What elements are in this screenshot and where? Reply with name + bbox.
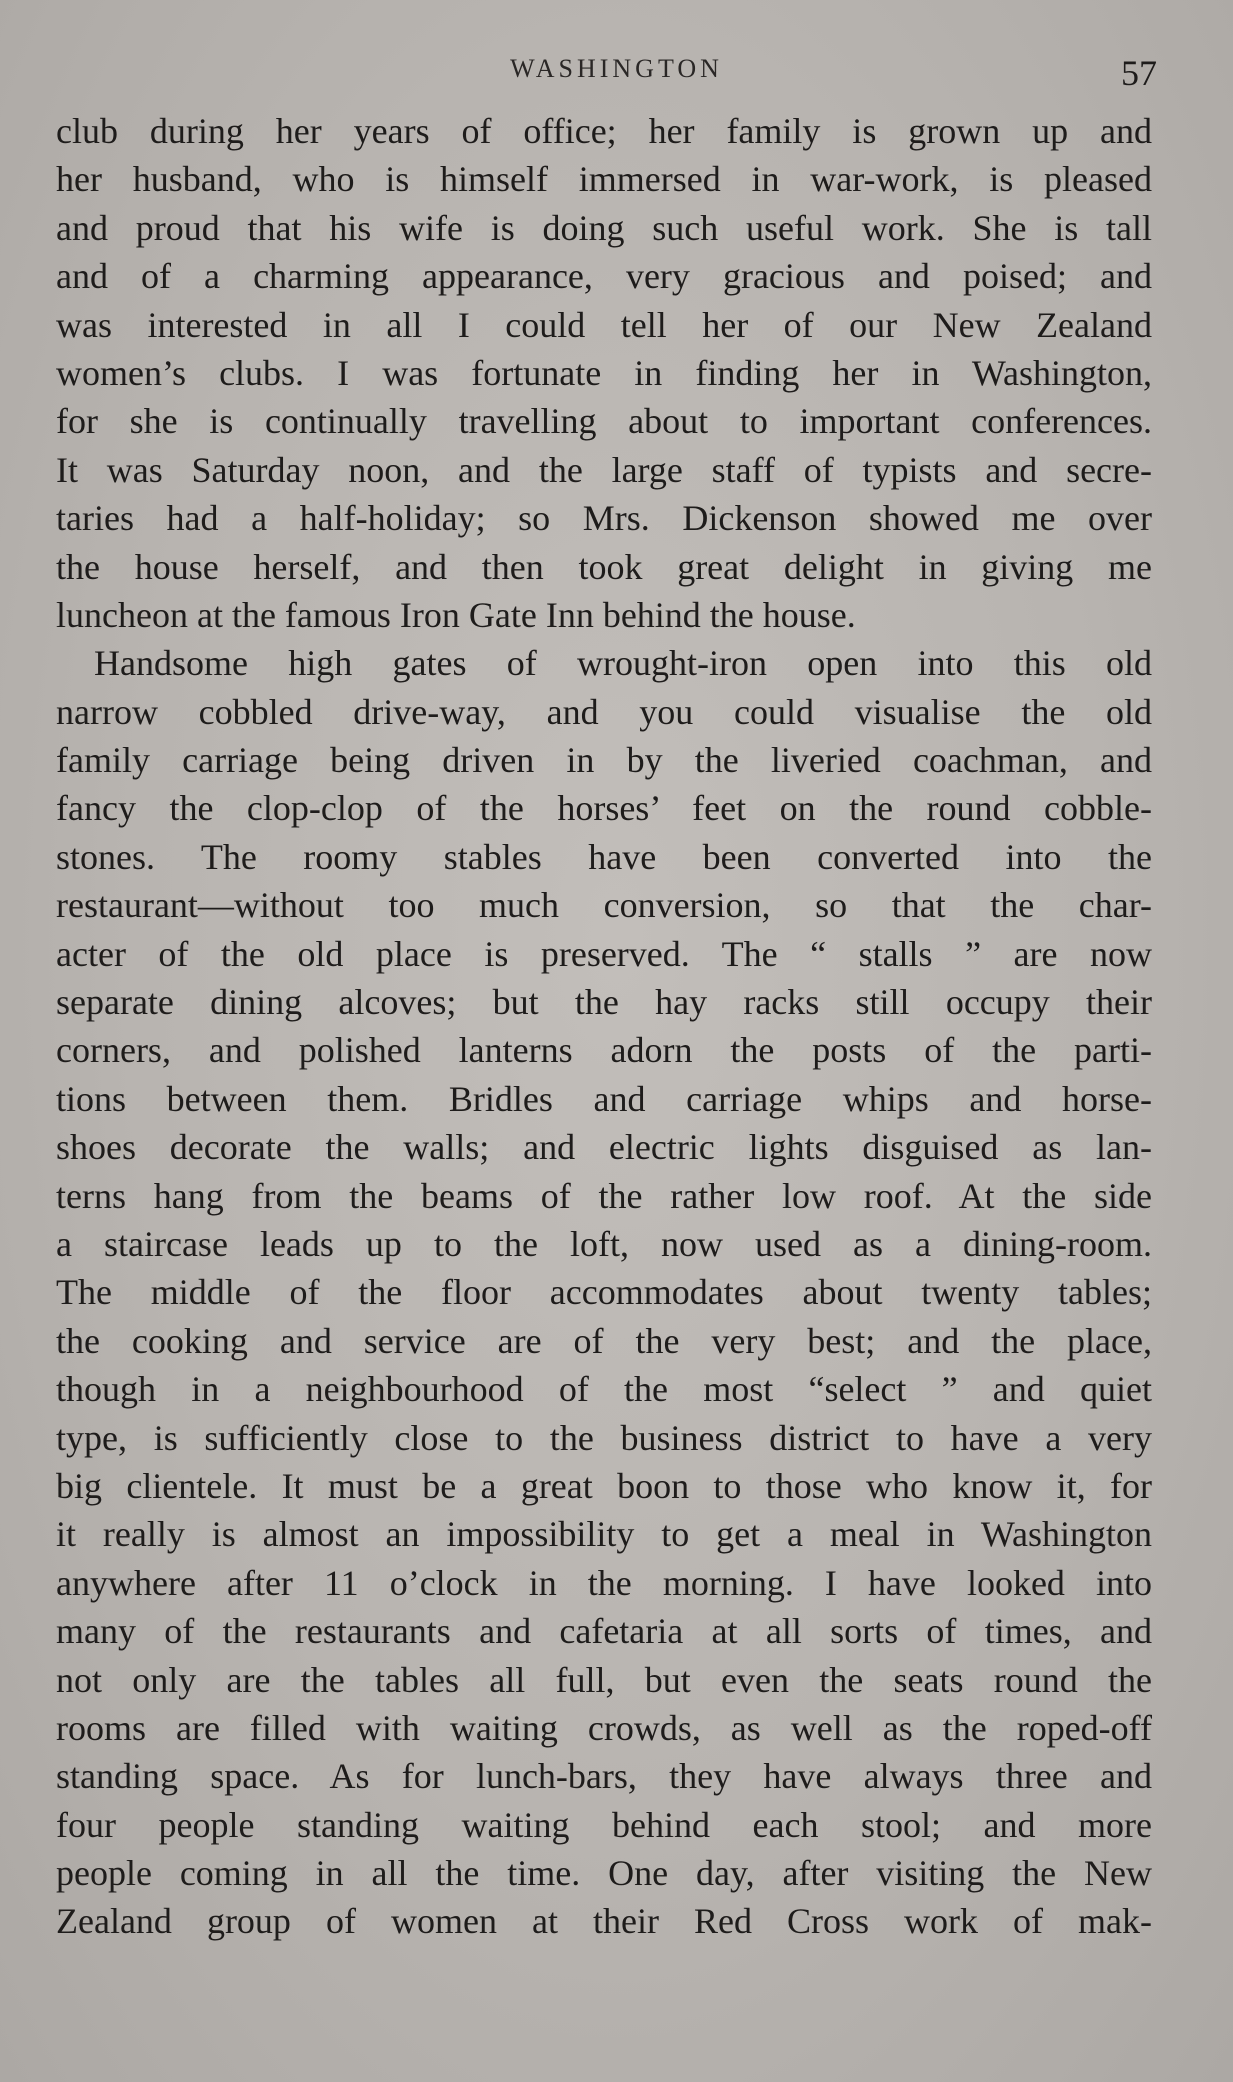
text-line: the house herself, and then took great delight in giving me: [56, 546, 1152, 587]
text-line: it really is almost an impossibility to get a meal in Washington: [56, 1514, 1152, 1555]
text-line: a staircase leads up to the loft, now used as a dining-room.: [56, 1223, 1152, 1264]
text-line: narrow cobbled drive-way, and you could visualise the old: [56, 691, 1152, 732]
text-line: many of the restaurants and cafetaria at all sorts of times, and: [56, 1611, 1152, 1652]
text-line: fancy the clop-clop of the horses’ feet on the round cobble-: [56, 788, 1152, 829]
text-line: type, is sufficiently close to the business district to have a very: [56, 1417, 1152, 1458]
text-line: anywhere after 11 o’clock in the morning. I have looked into: [56, 1562, 1152, 1603]
text-line: corners, and polished lanterns adorn the posts of the parti-: [56, 1030, 1152, 1071]
running-head: [0, 52, 1233, 92]
text-line: for she is continually travelling about to important conferences.: [56, 401, 1152, 442]
text-line: taries had a half-holiday; so Mrs. Dickenson showed me over: [56, 498, 1152, 539]
running-title: WASHINGTON: [510, 54, 723, 83]
text-line: women’s clubs. I was fortunate in finding her in Washington,: [56, 352, 1152, 393]
text-line: Zealand group of women at their Red Cross work of mak-: [56, 1901, 1152, 1942]
text-line: and proud that his wife is doing such useful work. She is tall: [56, 207, 1152, 248]
text-line: shoes decorate the walls; and electric lights disguised as lan-: [56, 1127, 1152, 1168]
text-line: family carriage being driven in by the liveried coachman, and: [56, 740, 1152, 781]
text-line: luncheon at the famous Iron Gate Inn behind the house.: [56, 594, 856, 635]
text-line: tions between them. Bridles and carriage whips and horse-: [56, 1078, 1152, 1119]
text-line: though in a neighbourhood of the most “select ” and quiet: [56, 1369, 1152, 1410]
text-line: Handsome high gates of wrought-iron open into this old: [94, 643, 1152, 684]
text-line: The middle of the floor accommodates about twenty tables;: [56, 1272, 1152, 1313]
text-line: rooms are filled with waiting crowds, as well as the roped-off: [56, 1707, 1152, 1748]
text-line: separate dining alcoves; but the hay racks still occupy their: [56, 982, 1152, 1023]
body-text: [56, 107, 1152, 1946]
text-line: It was Saturday noon, and the large staff of typists and secre-: [56, 449, 1152, 490]
text-line: acter of the old place is preserved. The “ stalls ” are now: [56, 933, 1152, 974]
text-line: was interested in all I could tell her of our New Zealand: [56, 304, 1152, 345]
text-line: restaurant—without too much conversion, so that the char-: [56, 885, 1152, 926]
text-line: stones. The roomy stables have been converted into the: [56, 836, 1152, 877]
text-line: terns hang from the beams of the rather low roof. At the side: [56, 1175, 1152, 1216]
text-line: the cooking and service are of the very best; and the place,: [56, 1320, 1152, 1361]
text-line: standing space. As for lunch-bars, they have always three and: [56, 1756, 1152, 1797]
text-line: big clientele. It must be a great boon to those who know it, for: [56, 1465, 1152, 1506]
text-line: and of a charming appearance, very gracious and poised; and: [56, 256, 1152, 297]
text-line: club during her years of office; her family is grown up and: [56, 111, 1152, 151]
text-line: not only are the tables all full, but even the seats round the: [56, 1659, 1152, 1700]
text-line: four people standing waiting behind each stool; and more: [56, 1804, 1152, 1845]
text-line: people coming in all the time. One day, after visiting the New: [56, 1853, 1152, 1894]
text-line: her husband, who is himself immersed in war-work, is pleased: [56, 159, 1152, 200]
page-number: 57: [1121, 53, 1157, 93]
